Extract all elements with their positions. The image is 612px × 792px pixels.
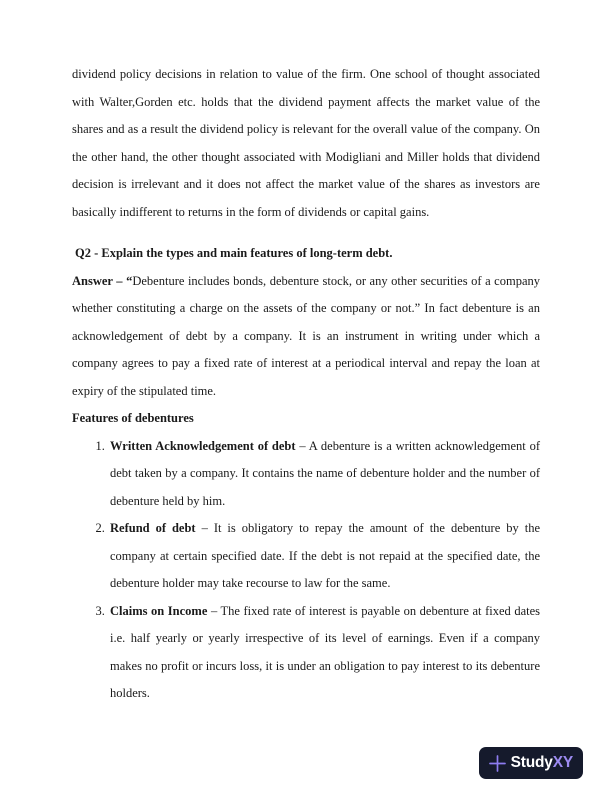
list-item (108, 598, 540, 708)
answer-label: Answer – “ (72, 273, 133, 288)
features-list (72, 433, 540, 708)
list-item (108, 515, 540, 598)
feature-term: Written Acknowledgement of debt (110, 438, 296, 453)
feature-text: – A debenture is a written acknowledgement of debt taken by a company. It contains the name of debenture holder and the number of debenture held by him. (110, 438, 540, 508)
feature-term: Refund of debt (110, 521, 196, 535)
features-heading: Features of debentures (72, 411, 194, 425)
feature-text: – The fixed rate of interest is payable on debenture at fixed dates i.e. half yearly or yearly irrespective of its level of earnings. Even if a company makes no profit or incurs loss, it is under an obligation to pay interest to its debenture holders. (110, 603, 541, 700)
answer-text: Debenture includes bonds, debenture stock, or any other securities of a company whether constituting a charge on the assets of the company or not.” In fact debenture is an acknowledgement of debt by a company. It is an instrument in writing under which a company agrees to pay a fixed rate of interest at a periodical interval and repay the loan at expiry of the stipulated time. (72, 273, 540, 398)
question-heading: Q2 - Explain the types and main features of long-term debt. (75, 246, 393, 260)
answer-paragraph (72, 268, 540, 406)
list-item (108, 433, 540, 516)
logo-text-primary: Study (510, 754, 553, 771)
logo-wordmark (511, 754, 573, 772)
document-body (72, 61, 540, 708)
feature-text: – It is obligatory to repay the amount of the debenture by the company at certain specified date. If the debt is not repaid at the specified date, the debenture holder may take recourse to law for the same. (110, 521, 540, 590)
logo-text-accent: XY (552, 754, 573, 771)
intro-paragraph: dividend policy decisions in relation to value of the firm. One school of thought associated with Walter,Gorden etc. holds that the dividend payment affects the market value of the shares and as a result the dividend policy is relevant for the overall value of the company. On the other hand, the other thought associated with Modigliani and Miller holds that dividend decision is irrelevant and it does not affect the market value of the shares as investors are basically indifferent to returns in the form of dividends or capital gains. (72, 67, 540, 219)
feature-term: Claims on Income (110, 603, 208, 618)
studyxy-logo-badge (479, 747, 583, 779)
plus-icon (489, 755, 506, 772)
